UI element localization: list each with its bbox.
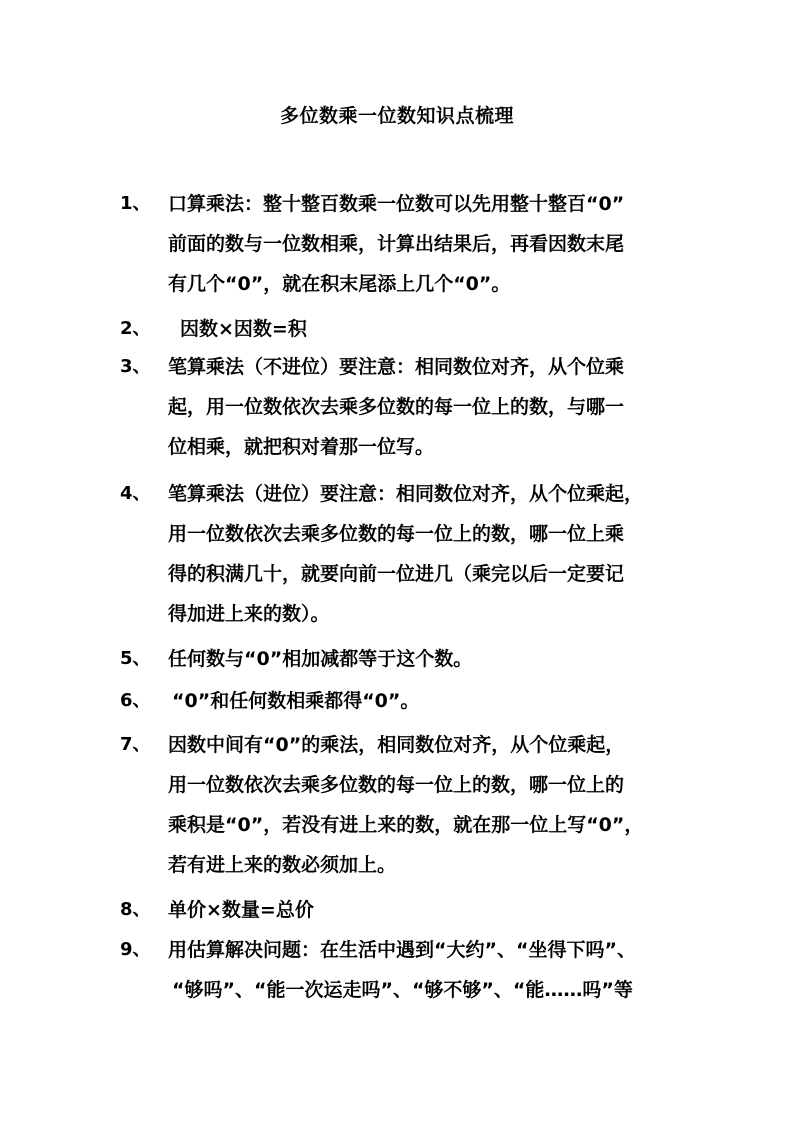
item-line: 因数中间有“0”的乘法，相同数位对齐，从个位乘起， bbox=[168, 734, 625, 756]
document-title: 多位数乘一位数知识点梳理 bbox=[279, 105, 514, 127]
item-number: 6、 bbox=[120, 690, 151, 711]
item-line: “够吗”、“能一次运走吗”、“够不够”、“能……吗”等 bbox=[172, 979, 633, 1001]
item-number: 4、 bbox=[120, 483, 151, 504]
item-number: 2、 bbox=[120, 318, 151, 339]
item-line: 因数×因数=积 bbox=[180, 318, 307, 340]
item-line: 用一位数依次去乘多位数的每一位上的数，哪一位上的 bbox=[168, 774, 625, 796]
item-line: 用一位数依次去乘多位数的每一位上的数，哪一位上乘 bbox=[168, 523, 625, 545]
item-line: 笔算乘法（进位）要注意：相同数位对齐，从个位乘起， bbox=[168, 483, 644, 505]
item-line: 单价×数量=总价 bbox=[168, 899, 314, 921]
item-line: 得的积满几十，就要向前一位进几（乘完以后一定要记 bbox=[168, 563, 625, 585]
item-line: 任何数与“0”相加减都等于这个数。 bbox=[168, 648, 473, 670]
item-line: 位相乘，就把积对着那一位写。 bbox=[168, 436, 435, 458]
item-number: 1、 bbox=[120, 193, 151, 214]
item-line: 起，用一位数依次去乘多位数的每一位上的数，与哪一 bbox=[168, 396, 625, 418]
item-line: 前面的数与一位数相乘，计算出结果后，再看因数末尾 bbox=[168, 233, 625, 255]
item-number: 3、 bbox=[120, 356, 151, 377]
item-line: 乘积是“0”，若没有进上来的数，就在那一位上写“0”， bbox=[168, 814, 644, 836]
item-line: 有几个“0”，就在积末尾添上几个“0”。 bbox=[168, 273, 511, 295]
item-number: 7、 bbox=[120, 734, 151, 755]
item-number: 9、 bbox=[120, 939, 151, 960]
item-line: 笔算乘法（不进位）要注意：相同数位对齐，从个位乘 bbox=[168, 356, 625, 378]
item-number: 5、 bbox=[120, 648, 151, 669]
item-line: “0”和任何数相乘都得“0”。 bbox=[172, 690, 420, 712]
item-line: 若有进上来的数必须加上。 bbox=[168, 854, 397, 876]
item-number: 8、 bbox=[120, 899, 151, 920]
item-line: 得加进上来的数）。 bbox=[168, 603, 330, 625]
item-line: 用估算解决问题：在生活中遇到“大约”、“坐得下吗”、 bbox=[168, 939, 636, 961]
item-line: 口算乘法：整十整百数乘一位数可以先用整十整百“0” bbox=[168, 193, 625, 215]
